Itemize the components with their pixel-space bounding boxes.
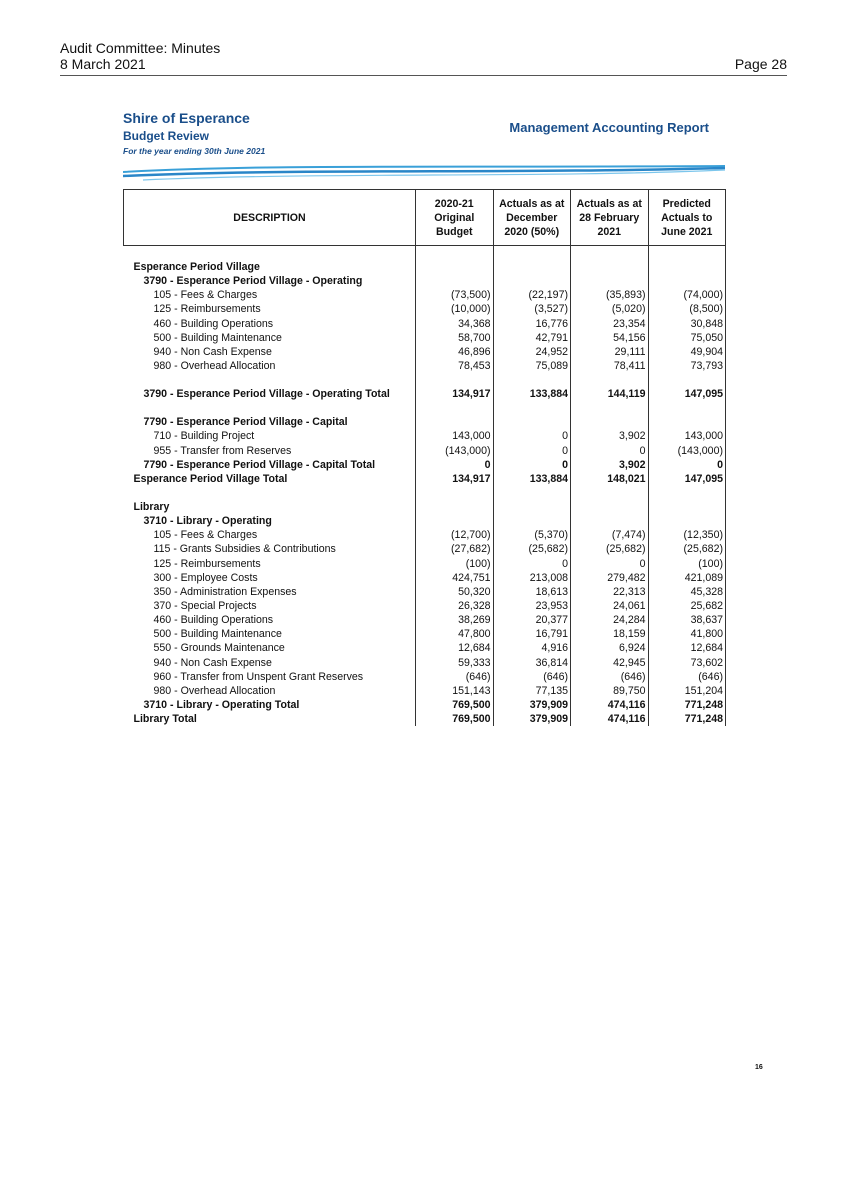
report-heading: [123, 110, 725, 190]
row-description: [124, 373, 416, 387]
row-value: 16,776: [493, 317, 571, 331]
budget-table: [123, 189, 726, 726]
row-value: 148,021: [571, 472, 649, 486]
row-value: 29,111: [571, 345, 649, 359]
row-value: 424,751: [416, 571, 494, 585]
row-value: [648, 274, 726, 288]
row-value: (74,000): [648, 288, 726, 302]
row-value: [416, 274, 494, 288]
row-value: 16,791: [493, 627, 571, 641]
total-row: [124, 698, 726, 712]
organisation-name: Shire of Esperance: [123, 110, 250, 126]
row-value: 379,909: [493, 698, 571, 712]
row-value: (73,500): [416, 288, 494, 302]
row-description: 3710 - Library - Operating: [143, 515, 272, 528]
row-value: [416, 260, 494, 274]
row-description: 460 - Building Operations: [153, 317, 274, 330]
row-value: 38,637: [648, 613, 726, 627]
row-value: (25,682): [493, 542, 571, 556]
row-description: 105 - Fees & Charges: [153, 289, 258, 302]
row-value: [648, 514, 726, 528]
row-description: 710 - Building Project: [153, 430, 255, 443]
page-number: 16: [755, 1064, 763, 1071]
row-value: 143,000: [416, 429, 494, 443]
row-value: 771,248: [648, 712, 726, 726]
row-value: 23,354: [571, 317, 649, 331]
row-description: 550 - Grounds Maintenance: [153, 642, 285, 655]
row-value: 474,116: [571, 698, 649, 712]
row-value: 78,453: [416, 359, 494, 373]
row-value: [648, 246, 726, 261]
row-value: (646): [571, 670, 649, 684]
row-value: [416, 500, 494, 514]
report-name: Management Accounting Report: [509, 120, 709, 135]
table-row: [124, 670, 726, 684]
table-row: [124, 599, 726, 613]
row-value: [571, 486, 649, 500]
row-value: 151,143: [416, 684, 494, 698]
row-value: [416, 401, 494, 415]
row-description: [124, 401, 416, 415]
row-value: 24,952: [493, 345, 571, 359]
row-description: 980 - Overhead Allocation: [153, 360, 276, 373]
row-value: (5,370): [493, 528, 571, 542]
row-value: 54,156: [571, 331, 649, 345]
row-value: 12,684: [416, 641, 494, 655]
table-row: [124, 557, 726, 571]
header-rule: [60, 75, 787, 76]
row-value: 78,411: [571, 359, 649, 373]
row-value: 75,050: [648, 331, 726, 345]
row-value: 58,700: [416, 331, 494, 345]
table-row: [124, 542, 726, 556]
row-value: 73,602: [648, 656, 726, 670]
row-description: 125 - Reimbursements: [153, 557, 261, 570]
row-value: [571, 514, 649, 528]
row-value: [493, 373, 571, 387]
spacer-row: [124, 373, 726, 387]
row-value: 3,902: [571, 458, 649, 472]
row-value: 0: [571, 444, 649, 458]
row-value: 30,848: [648, 317, 726, 331]
row-value: [493, 500, 571, 514]
row-value: 143,000: [648, 429, 726, 443]
row-description: 500 - Building Maintenance: [153, 331, 282, 344]
row-description: [124, 486, 416, 500]
row-value: 421,089: [648, 571, 726, 585]
row-value: 144,119: [571, 387, 649, 401]
row-value: (646): [493, 670, 571, 684]
row-value: 46,896: [416, 345, 494, 359]
table-row: [124, 429, 726, 443]
row-value: [416, 246, 494, 261]
row-value: [648, 260, 726, 274]
row-description: 105 - Fees & Charges: [153, 529, 258, 542]
row-value: [416, 415, 494, 429]
row-value: 18,159: [571, 627, 649, 641]
row-value: 151,204: [648, 684, 726, 698]
row-value: 474,116: [571, 712, 649, 726]
section-row: [124, 514, 726, 528]
row-value: 59,333: [416, 656, 494, 670]
row-description: 940 - Non Cash Expense: [153, 656, 272, 669]
report-period: For the year ending 30th June 2021: [123, 146, 266, 156]
row-description: 7790 - Esperance Period Village - Capital Total: [143, 458, 376, 471]
row-value: (27,682): [416, 542, 494, 556]
row-value: [648, 373, 726, 387]
row-value: (35,893): [571, 288, 649, 302]
section-row: [124, 500, 726, 514]
page-header: [60, 40, 787, 72]
row-value: (25,682): [571, 542, 649, 556]
table-row: [124, 684, 726, 698]
decorative-wave: [123, 158, 725, 188]
table-row: [124, 302, 726, 316]
table-row: [124, 627, 726, 641]
row-description: Esperance Period Village Total: [133, 472, 288, 485]
row-value: [648, 401, 726, 415]
row-value: 769,500: [416, 698, 494, 712]
row-value: (8,500): [648, 302, 726, 316]
row-value: (646): [648, 670, 726, 684]
row-description: [124, 246, 416, 261]
table-row: [124, 317, 726, 331]
row-value: 6,924: [571, 641, 649, 655]
row-description: Library Total: [133, 713, 197, 726]
row-value: 45,328: [648, 585, 726, 599]
row-value: [416, 373, 494, 387]
table-row: [124, 656, 726, 670]
section-row: [124, 415, 726, 429]
row-value: [571, 415, 649, 429]
col-actuals-february: Actuals as at 28 February 2021: [571, 190, 649, 246]
row-description: 125 - Reimbursements: [153, 303, 261, 316]
row-value: (143,000): [648, 444, 726, 458]
table-row: [124, 288, 726, 302]
total-row: [124, 458, 726, 472]
table-row: [124, 359, 726, 373]
row-description: 7790 - Esperance Period Village - Capital: [143, 416, 348, 429]
section-row: [124, 274, 726, 288]
table-header-row: [124, 190, 726, 246]
row-value: 0: [493, 429, 571, 443]
row-value: (22,197): [493, 288, 571, 302]
row-value: 89,750: [571, 684, 649, 698]
row-description: 460 - Building Operations: [153, 614, 274, 627]
row-value: 73,793: [648, 359, 726, 373]
table-row: [124, 613, 726, 627]
table-row: [124, 331, 726, 345]
row-value: [571, 260, 649, 274]
page-label: Page 28: [734, 56, 787, 72]
row-value: 20,377: [493, 613, 571, 627]
row-value: 26,328: [416, 599, 494, 613]
col-original-budget: 2020-21 Original Budget: [416, 190, 494, 246]
row-value: 18,613: [493, 585, 571, 599]
row-value: [648, 415, 726, 429]
row-value: 0: [648, 458, 726, 472]
row-value: [493, 415, 571, 429]
table-body: [124, 246, 726, 727]
table-row: [124, 528, 726, 542]
row-value: [648, 500, 726, 514]
row-value: 22,313: [571, 585, 649, 599]
row-value: (100): [416, 557, 494, 571]
row-value: 38,269: [416, 613, 494, 627]
row-value: (25,682): [648, 542, 726, 556]
row-value: 279,482: [571, 571, 649, 585]
table-row: [124, 345, 726, 359]
row-value: 147,095: [648, 472, 726, 486]
row-value: (12,350): [648, 528, 726, 542]
row-value: [648, 486, 726, 500]
row-value: (5,020): [571, 302, 649, 316]
row-value: (7,474): [571, 528, 649, 542]
row-description: 115 - Grants Subsidies & Contributions: [153, 543, 336, 556]
row-value: [493, 246, 571, 261]
row-value: 24,284: [571, 613, 649, 627]
row-value: 3,902: [571, 429, 649, 443]
row-value: 49,904: [648, 345, 726, 359]
spacer-row: [124, 401, 726, 415]
row-value: 133,884: [493, 472, 571, 486]
row-value: 771,248: [648, 698, 726, 712]
row-value: (100): [648, 557, 726, 571]
row-value: (143,000): [416, 444, 494, 458]
row-description: Esperance Period Village: [133, 261, 260, 274]
row-value: 34,368: [416, 317, 494, 331]
row-value: [493, 486, 571, 500]
row-value: 134,917: [416, 472, 494, 486]
row-value: 0: [493, 458, 571, 472]
row-value: (12,700): [416, 528, 494, 542]
row-value: [493, 274, 571, 288]
row-value: [493, 514, 571, 528]
row-value: [571, 373, 649, 387]
row-description: 960 - Transfer from Unspent Grant Reserves: [153, 670, 364, 683]
row-value: 25,682: [648, 599, 726, 613]
row-value: 41,800: [648, 627, 726, 641]
row-value: 0: [416, 458, 494, 472]
col-description: DESCRIPTION: [124, 190, 416, 246]
row-value: (10,000): [416, 302, 494, 316]
total-row: [124, 712, 726, 726]
row-value: 379,909: [493, 712, 571, 726]
total-row: [124, 387, 726, 401]
col-actuals-december: Actuals as at December 2020 (50%): [493, 190, 571, 246]
col-predicted-actuals: Predicted Actuals to June 2021: [648, 190, 726, 246]
row-description: 955 - Transfer from Reserves: [153, 444, 292, 457]
row-value: [571, 274, 649, 288]
row-value: 133,884: [493, 387, 571, 401]
section-row: [124, 260, 726, 274]
row-value: 0: [571, 557, 649, 571]
spacer-row: [124, 486, 726, 500]
row-description: Library: [133, 501, 170, 514]
row-description: 980 - Overhead Allocation: [153, 684, 276, 697]
row-value: 24,061: [571, 599, 649, 613]
row-value: [416, 486, 494, 500]
row-value: 36,814: [493, 656, 571, 670]
row-value: 769,500: [416, 712, 494, 726]
table-row: [124, 585, 726, 599]
committee-title: Audit Committee: Minutes: [60, 40, 221, 56]
row-description: 370 - Special Projects: [153, 600, 257, 613]
row-value: 42,791: [493, 331, 571, 345]
table-row: [124, 571, 726, 585]
row-description: 3710 - Library - Operating Total: [143, 699, 300, 711]
row-value: [416, 514, 494, 528]
row-value: [493, 260, 571, 274]
row-value: 12,684: [648, 641, 726, 655]
row-description: 500 - Building Maintenance: [153, 628, 282, 641]
row-value: [571, 246, 649, 261]
row-description: 940 - Non Cash Expense: [153, 345, 272, 358]
row-value: 4,916: [493, 641, 571, 655]
row-value: 147,095: [648, 387, 726, 401]
row-value: (3,527): [493, 302, 571, 316]
row-value: 42,945: [571, 656, 649, 670]
row-value: [571, 401, 649, 415]
row-value: 75,089: [493, 359, 571, 373]
row-description: 3790 - Esperance Period Village - Operating Total: [143, 388, 390, 401]
row-value: [493, 401, 571, 415]
row-value: [571, 500, 649, 514]
total-row: [124, 472, 726, 486]
report-title: Budget Review: [123, 129, 210, 143]
table-row: [124, 444, 726, 458]
row-value: 134,917: [416, 387, 494, 401]
row-value: (646): [416, 670, 494, 684]
row-description: 300 - Employee Costs: [153, 571, 258, 584]
row-value: 213,008: [493, 571, 571, 585]
row-description: 350 - Administration Expenses: [153, 585, 297, 598]
row-description: 3790 - Esperance Period Village - Operating: [143, 275, 363, 288]
row-value: 0: [493, 444, 571, 458]
row-value: 0: [493, 557, 571, 571]
row-value: 77,135: [493, 684, 571, 698]
spacer-row: [124, 246, 726, 261]
row-value: 50,320: [416, 585, 494, 599]
row-value: 23,953: [493, 599, 571, 613]
meeting-date: 8 March 2021: [60, 56, 146, 72]
table-row: [124, 641, 726, 655]
row-value: 47,800: [416, 627, 494, 641]
